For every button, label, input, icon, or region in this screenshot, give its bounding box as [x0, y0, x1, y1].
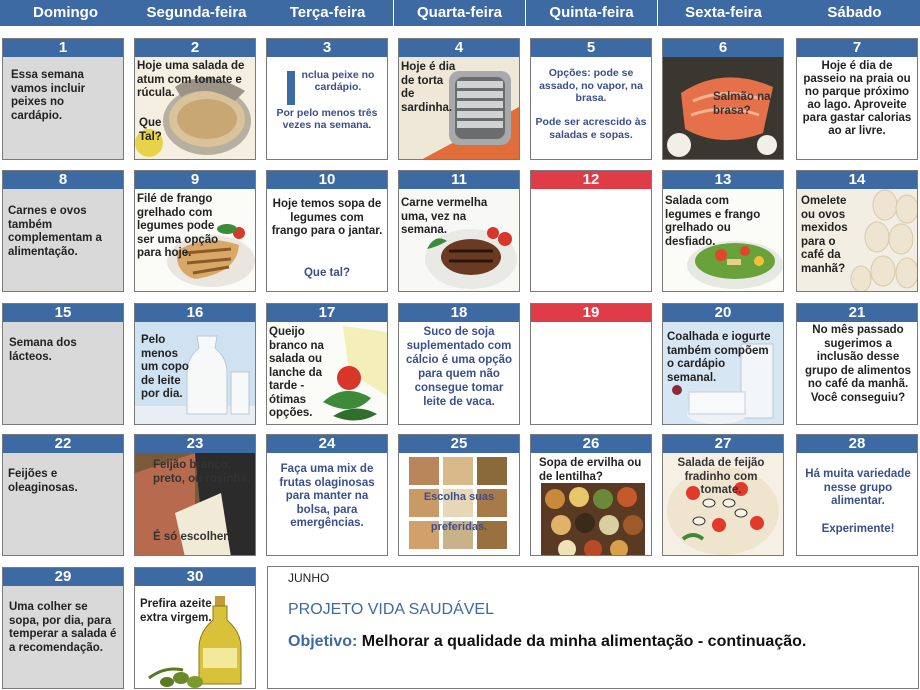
day-text: Escolha suas preferidas.: [423, 491, 495, 533]
day-number: 24: [267, 435, 387, 453]
day-cell-11: [398, 170, 520, 292]
day-cell-23: [134, 434, 256, 556]
day-number: 10: [267, 171, 387, 189]
day-text: Salmão na brasa?: [713, 91, 771, 117]
day-text: Feijões e oleaginosas.: [8, 468, 78, 494]
day-text: Há muita variedade nesse grupo alimentar.: [805, 468, 911, 507]
objective: [288, 633, 806, 651]
day-cell-25: [398, 434, 520, 556]
day-text: Carne vermelha uma, vez na semana.: [401, 197, 488, 236]
day-number: 5: [531, 39, 651, 57]
day-text: Uma colher se sopa, por dia, para temperar a salada é a recomendação.: [9, 601, 117, 654]
day-number: 1: [3, 39, 123, 57]
day-number: 30: [135, 568, 255, 586]
objective-text: Melhorar a qualidade da minha alimentação - continuação.: [361, 633, 807, 650]
info-panel: [267, 566, 919, 689]
day-number: 9: [135, 171, 255, 189]
day-cell-2: [134, 38, 256, 160]
day-text: Queijo branco na salada ou lanche da tarde - ótimas opções.: [269, 326, 324, 419]
day-text: Hoje temos sopa de legumes com frango para o jantar.: [271, 198, 383, 237]
weekday-header: Quarta-feira: [394, 0, 525, 26]
day-cell-22: [2, 434, 124, 556]
day-cell-26: [530, 434, 652, 556]
month-label: JUNHO: [288, 571, 330, 585]
day-text: Faça uma mix de frutas olaginosas para manter na bolsa, para emergências.: [279, 463, 375, 529]
day-text-2: Experimente!: [821, 523, 895, 535]
day-number: 28: [797, 435, 917, 453]
day-number: 15: [3, 304, 123, 322]
day-number: 17: [267, 304, 387, 322]
day-cell-7: [796, 38, 918, 160]
day-cell-13: [662, 170, 784, 292]
day-cell-17: [266, 303, 388, 425]
day-number: 4: [399, 39, 519, 57]
day-text-2: É só escolher.: [153, 531, 231, 543]
day-text: Opções: pode se assado, no vapor, na brasa.: [539, 67, 643, 104]
day-number: 13: [663, 171, 783, 189]
day-text: No mês passado sugerimos a inclusão desse grupo de alimentos no café da manhã. Você conseguiu?: [804, 324, 912, 404]
day-cell-14: [796, 170, 918, 292]
day-number: 18: [399, 304, 519, 322]
day-text: Hoje uma salada de atum com tomate e rúcula.: [137, 60, 245, 99]
day-text: Hoje é dia de passeio na praia ou no parque próximo ao lago. Aproveite para gastar calorias ao ar livre.: [802, 60, 912, 137]
day-cell-3: [266, 38, 388, 160]
weekday-header: Quinta-feira: [526, 0, 657, 26]
day-cell-1: [2, 38, 124, 160]
day-number: 2: [135, 39, 255, 57]
day-number: 22: [3, 435, 123, 453]
day-cell-6: [662, 38, 784, 160]
day-number: 19: [531, 304, 651, 322]
weekday-header: Segunda-feira: [131, 0, 262, 26]
day-number: 16: [135, 304, 255, 322]
day-text: Filé de frango grelhado com legumes pode ser uma opção para hoje.: [137, 193, 219, 259]
weekday-header: Terça-feira: [262, 0, 393, 26]
day-cell-4: [398, 38, 520, 160]
day-number: 26: [531, 435, 651, 453]
day-text-2: Que tal?: [303, 267, 350, 279]
day-number: 6: [663, 39, 783, 57]
day-text: Feijão branco, preto, ou rosinha.: [153, 459, 251, 485]
day-number: 7: [797, 39, 917, 57]
objective-label: Objetivo:: [288, 633, 358, 650]
day-number: 29: [3, 568, 123, 586]
day-number: 21: [797, 304, 917, 322]
day-cell-10: [266, 170, 388, 292]
accent-bar: [287, 71, 295, 105]
day-text: Salada de feijão fradinho com tomate.: [677, 457, 765, 496]
weekday-header: Domingo: [0, 0, 131, 26]
day-cell-12: [530, 170, 652, 292]
day-number: 27: [663, 435, 783, 453]
day-text: Coalhada e iogurte também compõem o cardápio semanal.: [667, 331, 771, 384]
day-text: Suco de soja suplementado com cálcio é uma opção para quem não consegue tomar leite de vaca.: [405, 326, 513, 408]
day-cell-18: [398, 303, 520, 425]
day-text: Sopa de ervilha ou de lentilha?: [539, 457, 642, 483]
day-cell-28: [796, 434, 918, 556]
day-cell-21: [796, 303, 918, 425]
day-number: 3: [267, 39, 387, 57]
day-text: Pelo menos um copo de leite por dia.: [141, 334, 189, 400]
day-cell-19: [530, 303, 652, 425]
weekday-header: Sexta-feira: [658, 0, 789, 26]
day-cell-8: [2, 170, 124, 292]
day-cell-29: [2, 567, 124, 689]
day-number: 8: [3, 171, 123, 189]
day-cell-5: [530, 38, 652, 160]
day-number: 20: [663, 304, 783, 322]
day-text-2: Pode ser acrescido às saladas e sopas.: [535, 116, 647, 141]
day-number: 11: [399, 171, 519, 189]
day-cell-24: [266, 434, 388, 556]
day-cell-9: [134, 170, 256, 292]
day-cell-27: [662, 434, 784, 556]
day-text-2: Que Tal?: [139, 117, 162, 143]
day-text: Hoje é dia de torta de sardinha.: [401, 61, 456, 114]
day-cell-16: [134, 303, 256, 425]
day-text: nclua peixe no cardápio.: [301, 69, 375, 93]
day-text: Salada com legumes e frango grelhado ou desfiado.: [665, 195, 761, 248]
day-text: Carnes e ovos também complementam a alimentação.: [8, 205, 102, 258]
day-text: Semana dos lácteos.: [9, 337, 77, 363]
project-title: PROJETO VIDA SAUDÁVEL: [288, 601, 494, 618]
day-number: 14: [797, 171, 917, 189]
day-text-2: Por pelo menos três vezes na semana.: [276, 107, 378, 131]
day-cell-30: [134, 567, 256, 689]
weekday-header: Sábado: [789, 0, 920, 26]
day-text: Prefira azeite extra virgem.: [140, 598, 212, 624]
day-cell-15: [2, 303, 124, 425]
day-number: 12: [531, 171, 651, 189]
day-text: Essa semana vamos incluir peixes no cardápio.: [11, 69, 86, 122]
day-number: 23: [135, 435, 255, 453]
day-text: Omelete ou ovos mexidos para o café da manhã?: [801, 195, 848, 275]
day-number: 25: [399, 435, 519, 453]
day-cell-20: [662, 303, 784, 425]
